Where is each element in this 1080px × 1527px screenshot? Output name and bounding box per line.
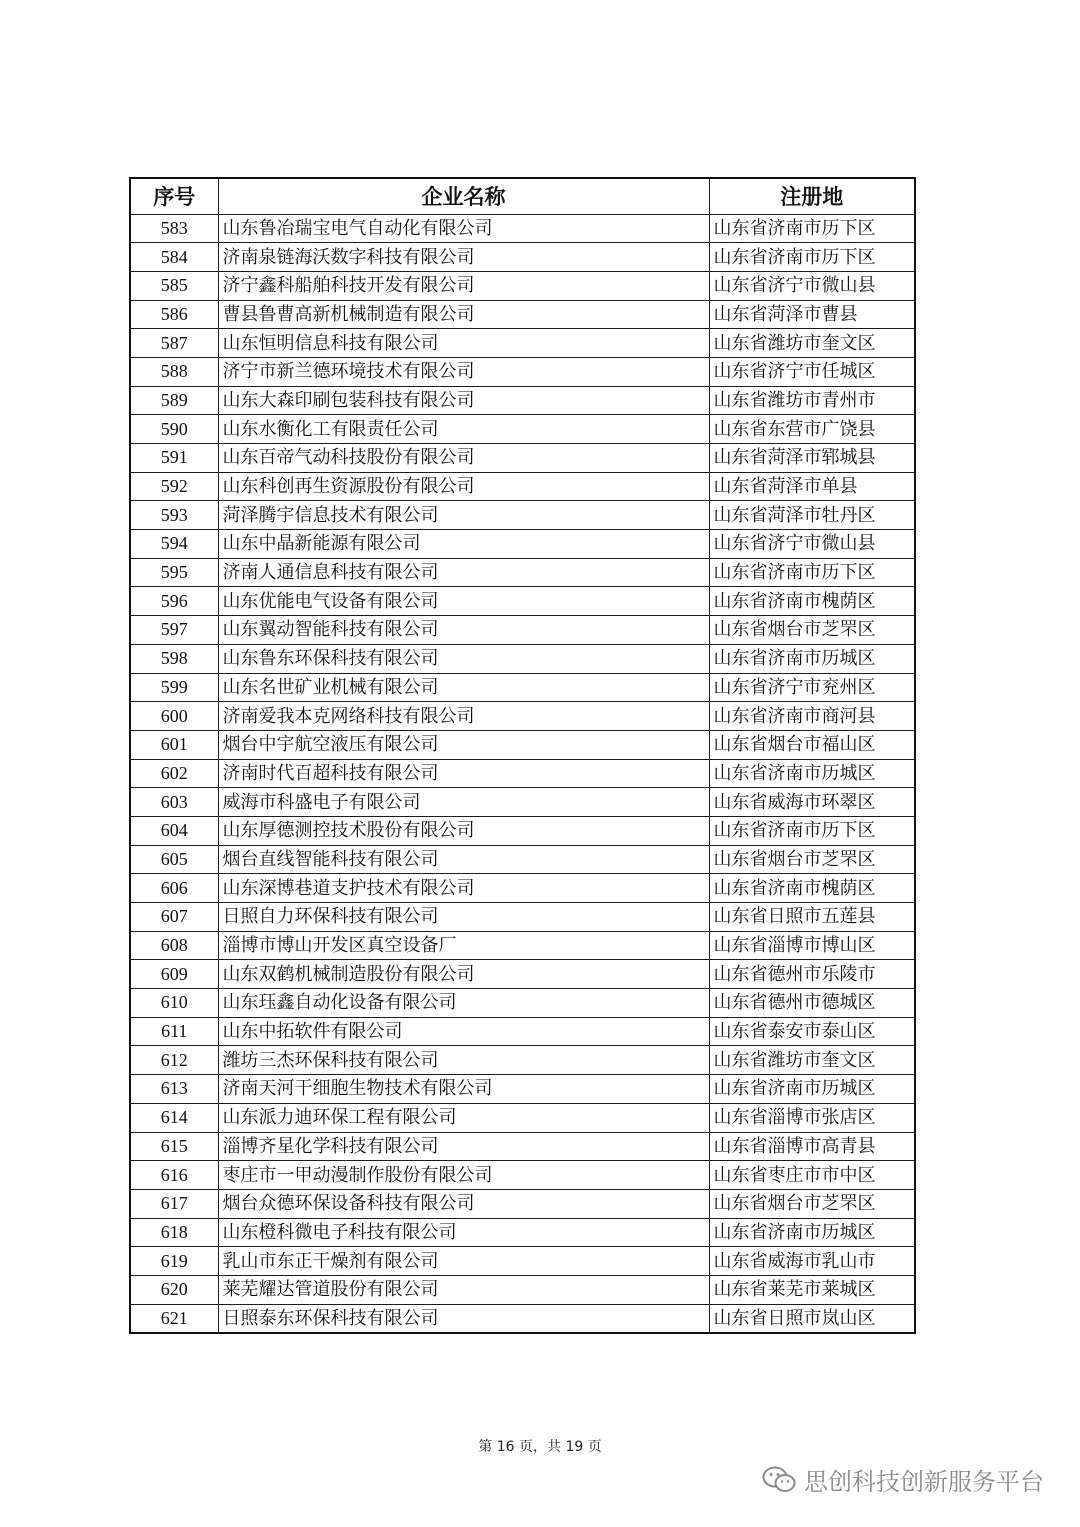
row-company-name: 菏泽腾宇信息技术有限公司: [218, 501, 709, 530]
row-serial-number: 594: [130, 530, 218, 559]
row-registered-location: 山东省潍坊市奎文区: [709, 1046, 915, 1075]
table-row: [130, 874, 915, 903]
row-registered-location: 山东省济宁市任城区: [709, 357, 915, 386]
row-company-name: 山东中晶新能源有限公司: [218, 530, 709, 559]
row-serial-number: 609: [130, 960, 218, 989]
row-serial-number: 613: [130, 1075, 218, 1104]
row-company-name: 山东百帝气动科技股份有限公司: [218, 444, 709, 473]
table-row: [130, 415, 915, 444]
table-row: [130, 644, 915, 673]
table-row: [130, 444, 915, 473]
row-registered-location: 山东省日照市岚山区: [709, 1304, 915, 1333]
row-serial-number: 583: [130, 214, 218, 243]
table-row: [130, 1075, 915, 1104]
row-company-name: 济南天河干细胞生物技术有限公司: [218, 1075, 709, 1104]
row-registered-location: 山东省威海市乳山市: [709, 1247, 915, 1276]
table-row: [130, 271, 915, 300]
table-row: [130, 243, 915, 272]
table-row: [130, 1132, 915, 1161]
row-company-name: 山东珏鑫自动化设备有限公司: [218, 989, 709, 1018]
row-serial-number: 612: [130, 1046, 218, 1075]
row-serial-number: 590: [130, 415, 218, 444]
row-registered-location: 山东省菏泽市曹县: [709, 300, 915, 329]
row-registered-location: 山东省东营市广饶县: [709, 415, 915, 444]
row-serial-number: 610: [130, 989, 218, 1018]
row-serial-number: 603: [130, 788, 218, 817]
row-registered-location: 山东省烟台市芝罘区: [709, 845, 915, 874]
row-registered-location: 山东省日照市五莲县: [709, 903, 915, 932]
table-row: [130, 214, 915, 243]
row-registered-location: 山东省威海市环翠区: [709, 788, 915, 817]
row-registered-location: 山东省烟台市芝罘区: [709, 1189, 915, 1218]
row-company-name: 日照自力环保科技有限公司: [218, 903, 709, 932]
row-company-name: 日照泰东环保科技有限公司: [218, 1304, 709, 1333]
table-row: [130, 816, 915, 845]
row-registered-location: 山东省菏泽市牡丹区: [709, 501, 915, 530]
row-serial-number: 599: [130, 673, 218, 702]
row-serial-number: 593: [130, 501, 218, 530]
table-row: [130, 300, 915, 329]
row-registered-location: 山东省济南市槐荫区: [709, 874, 915, 903]
row-company-name: 山东深博巷道支护技术有限公司: [218, 874, 709, 903]
table-row: [130, 730, 915, 759]
row-serial-number: 596: [130, 587, 218, 616]
table-row: [130, 1017, 915, 1046]
header-registered-location: 注册地: [709, 178, 915, 214]
wechat-icon: [762, 1465, 796, 1495]
row-company-name: 山东中拓软件有限公司: [218, 1017, 709, 1046]
watermark-text: 思创科技创新服务平台: [804, 1468, 1044, 1496]
row-serial-number: 614: [130, 1103, 218, 1132]
row-registered-location: 山东省淄博市高青县: [709, 1132, 915, 1161]
row-registered-location: 山东省烟台市芝罘区: [709, 616, 915, 645]
table-row: [130, 1247, 915, 1276]
row-company-name: 济宁市新兰德环境技术有限公司: [218, 357, 709, 386]
row-registered-location: 山东省济宁市微山县: [709, 271, 915, 300]
row-serial-number: 598: [130, 644, 218, 673]
table-row: [130, 1103, 915, 1132]
table-row: [130, 501, 915, 530]
row-registered-location: 山东省菏泽市郓城县: [709, 444, 915, 473]
row-registered-location: 山东省泰安市泰山区: [709, 1017, 915, 1046]
row-registered-location: 山东省枣庄市市中区: [709, 1161, 915, 1190]
table-row: [130, 1161, 915, 1190]
row-serial-number: 619: [130, 1247, 218, 1276]
row-serial-number: 595: [130, 558, 218, 587]
table-row: [130, 845, 915, 874]
row-company-name: 山东优能电气设备有限公司: [218, 587, 709, 616]
wechat-watermark: [762, 1462, 1044, 1497]
row-company-name: 淄博市博山开发区真空设备厂: [218, 931, 709, 960]
row-company-name: 山东名世矿业机械有限公司: [218, 673, 709, 702]
row-registered-location: 山东省烟台市福山区: [709, 730, 915, 759]
table-row: [130, 329, 915, 358]
row-registered-location: 山东省德州市德城区: [709, 989, 915, 1018]
row-company-name: 山东大森印刷包装科技有限公司: [218, 386, 709, 415]
row-company-name: 烟台直线智能科技有限公司: [218, 845, 709, 874]
row-serial-number: 616: [130, 1161, 218, 1190]
row-registered-location: 山东省潍坊市青州市: [709, 386, 915, 415]
row-serial-number: 608: [130, 931, 218, 960]
row-company-name: 济南人通信息科技有限公司: [218, 558, 709, 587]
row-company-name: 山东双鹤机械制造股份有限公司: [218, 960, 709, 989]
row-registered-location: 山东省潍坊市奎文区: [709, 329, 915, 358]
table-row: [130, 759, 915, 788]
row-company-name: 淄博齐星化学科技有限公司: [218, 1132, 709, 1161]
row-registered-location: 山东省济南市历城区: [709, 1075, 915, 1104]
table-row: [130, 1218, 915, 1247]
table-row: [130, 1189, 915, 1218]
row-company-name: 山东厚德测控技术股份有限公司: [218, 816, 709, 845]
row-registered-location: 山东省德州市乐陵市: [709, 960, 915, 989]
table-row: [130, 587, 915, 616]
table-row: [130, 673, 915, 702]
row-registered-location: 山东省济南市历城区: [709, 759, 915, 788]
row-serial-number: 620: [130, 1275, 218, 1304]
row-serial-number: 601: [130, 730, 218, 759]
row-serial-number: 587: [130, 329, 218, 358]
row-serial-number: 585: [130, 271, 218, 300]
row-registered-location: 山东省济南市槐荫区: [709, 587, 915, 616]
table-row: [130, 960, 915, 989]
row-serial-number: 617: [130, 1189, 218, 1218]
row-company-name: 山东鲁冶瑞宝电气自动化有限公司: [218, 214, 709, 243]
row-serial-number: 591: [130, 444, 218, 473]
page-number: 第 16 页，共 19 页: [478, 1439, 602, 1455]
row-registered-location: 山东省济南市商河县: [709, 702, 915, 731]
table-row: [130, 989, 915, 1018]
row-company-name: 山东派力迪环保工程有限公司: [218, 1103, 709, 1132]
table-row: [130, 616, 915, 645]
row-registered-location: 山东省济南市历城区: [709, 644, 915, 673]
row-company-name: 济南泉链海沃数字科技有限公司: [218, 243, 709, 272]
row-serial-number: 615: [130, 1132, 218, 1161]
row-registered-location: 山东省淄博市博山区: [709, 931, 915, 960]
row-company-name: 山东科创再生资源股份有限公司: [218, 472, 709, 501]
row-serial-number: 602: [130, 759, 218, 788]
row-serial-number: 592: [130, 472, 218, 501]
row-serial-number: 600: [130, 702, 218, 731]
row-serial-number: 586: [130, 300, 218, 329]
row-serial-number: 604: [130, 816, 218, 845]
table-row: [130, 1275, 915, 1304]
row-company-name: 乳山市东正干燥剂有限公司: [218, 1247, 709, 1276]
row-company-name: 济南爱我本克网络科技有限公司: [218, 702, 709, 731]
row-serial-number: 621: [130, 1304, 218, 1333]
header-company-name: 企业名称: [218, 178, 709, 214]
row-registered-location: 山东省济南市历下区: [709, 558, 915, 587]
row-company-name: 山东鲁东环保科技有限公司: [218, 644, 709, 673]
table-row: [130, 472, 915, 501]
row-company-name: 莱芜耀达管道股份有限公司: [218, 1275, 709, 1304]
row-registered-location: 山东省济南市历下区: [709, 816, 915, 845]
table-row: [130, 702, 915, 731]
row-registered-location: 山东省济南市历城区: [709, 1218, 915, 1247]
table-row: [130, 530, 915, 559]
row-company-name: 烟台中宇航空液压有限公司: [218, 730, 709, 759]
row-serial-number: 584: [130, 243, 218, 272]
row-serial-number: 607: [130, 903, 218, 932]
row-company-name: 山东橙科微电子科技有限公司: [218, 1218, 709, 1247]
table-header-row: [130, 178, 915, 214]
row-serial-number: 611: [130, 1017, 218, 1046]
row-serial-number: 605: [130, 845, 218, 874]
row-company-name: 威海市科盛电子有限公司: [218, 788, 709, 817]
row-serial-number: 588: [130, 357, 218, 386]
row-serial-number: 597: [130, 616, 218, 645]
row-serial-number: 589: [130, 386, 218, 415]
row-registered-location: 山东省菏泽市单县: [709, 472, 915, 501]
table-row: [130, 1304, 915, 1333]
row-company-name: 山东翼动智能科技有限公司: [218, 616, 709, 645]
row-serial-number: 606: [130, 874, 218, 903]
row-company-name: 济南时代百超科技有限公司: [218, 759, 709, 788]
enterprise-table: [129, 177, 916, 1334]
row-company-name: 潍坊三杰环保科技有限公司: [218, 1046, 709, 1075]
table-row: [130, 903, 915, 932]
row-company-name: 枣庄市一甲动漫制作股份有限公司: [218, 1161, 709, 1190]
table-row: [130, 357, 915, 386]
table-row: [130, 788, 915, 817]
row-serial-number: 618: [130, 1218, 218, 1247]
row-company-name: 山东恒明信息科技有限公司: [218, 329, 709, 358]
header-serial-number: 序号: [130, 178, 218, 214]
row-company-name: 烟台众德环保设备科技有限公司: [218, 1189, 709, 1218]
row-registered-location: 山东省淄博市张店区: [709, 1103, 915, 1132]
row-registered-location: 山东省济南市历下区: [709, 214, 915, 243]
row-company-name: 山东水衡化工有限责任公司: [218, 415, 709, 444]
table-row: [130, 1046, 915, 1075]
row-registered-location: 山东省莱芜市莱城区: [709, 1275, 915, 1304]
table-row: [130, 386, 915, 415]
row-company-name: 济宁鑫科船舶科技开发有限公司: [218, 271, 709, 300]
table-row: [130, 558, 915, 587]
row-company-name: 曹县鲁曹高新机械制造有限公司: [218, 300, 709, 329]
row-registered-location: 山东省济宁市微山县: [709, 530, 915, 559]
row-registered-location: 山东省济南市历下区: [709, 243, 915, 272]
row-registered-location: 山东省济宁市兖州区: [709, 673, 915, 702]
table-row: [130, 931, 915, 960]
table-body: [130, 214, 915, 1333]
